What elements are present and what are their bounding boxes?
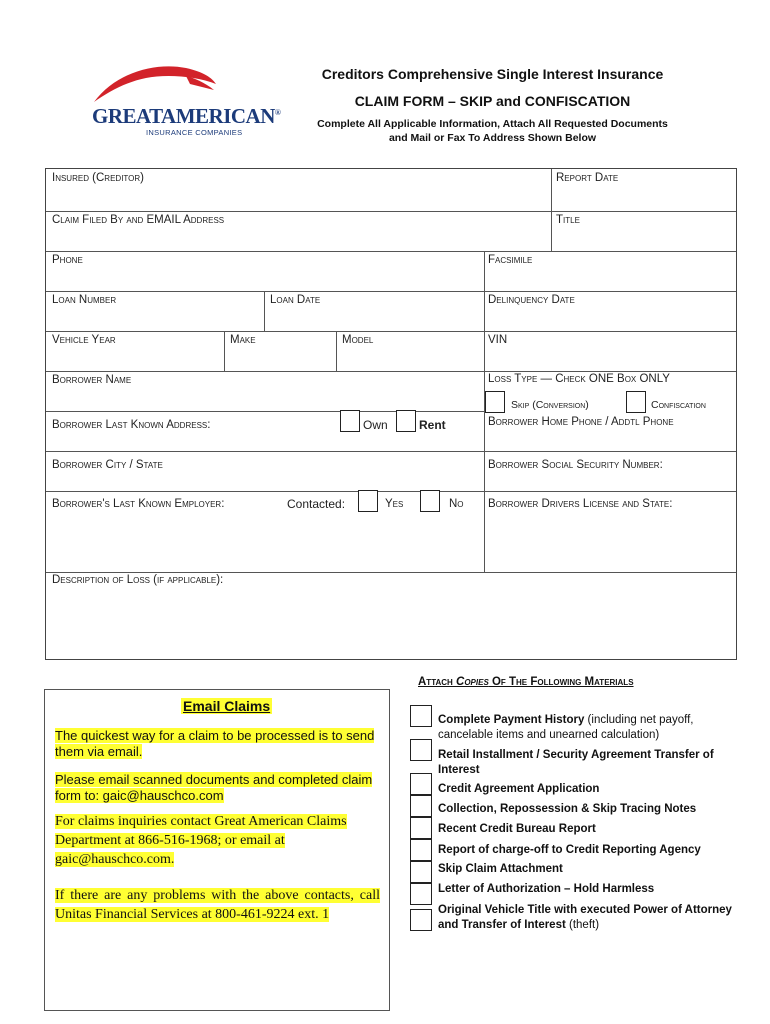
field-facsimile[interactable]: Facsimile <box>488 254 533 266</box>
form-instructions <box>290 117 695 145</box>
own-label: Own <box>363 418 388 432</box>
email-claims-paragraph-3: For claims inquiries contact Great American Claims Department at 866-516-1968; or email at gaic@hauschco.com. <box>55 814 347 867</box>
logo-subtitle: INSURANCE COMPANIES <box>146 128 243 137</box>
attach-item: Recent Credit Bureau Report <box>438 823 596 835</box>
divider <box>46 411 484 412</box>
contacted-no-label: No <box>449 498 464 510</box>
divider <box>46 371 736 372</box>
divider <box>46 572 736 573</box>
great-american-logo <box>86 62 281 142</box>
field-description-of-loss[interactable]: Description of Loss (if applicable): <box>52 574 224 586</box>
field-claim-filed-by[interactable]: Claim Filed By and EMAIL Address <box>52 214 225 226</box>
logo-wordmark: GREATAMERICAN® <box>92 104 281 128</box>
attach-checkbox[interactable] <box>410 909 432 931</box>
attach-item: Letter of Authorization – Hold Harmless <box>438 883 655 895</box>
contacted-yes-checkbox[interactable] <box>358 490 378 512</box>
form-subtitle: CLAIM FORM – SKIP and CONFISCATION <box>354 93 631 109</box>
attach-item: Report of charge-off to Credit Reporting Agency <box>438 844 701 856</box>
attach-materials-title: Attach Copies Of The Following Materials <box>418 676 634 688</box>
attach-checkbox[interactable] <box>410 705 432 727</box>
field-vin[interactable]: VIN <box>488 334 508 346</box>
attach-checkbox[interactable] <box>410 883 432 905</box>
attach-checkbox[interactable] <box>410 795 432 817</box>
attach-item: Skip Claim Attachment <box>438 863 563 875</box>
field-vehicle-year[interactable]: Vehicle Year <box>52 334 116 346</box>
field-model[interactable]: Model <box>342 334 374 346</box>
field-report-date[interactable]: Report Date <box>556 172 619 184</box>
contacted-no-checkbox[interactable] <box>420 490 440 512</box>
form-title: Creditors Comprehensive Single Interest Insurance <box>321 66 664 82</box>
divider <box>46 211 736 212</box>
own-checkbox[interactable] <box>340 410 360 432</box>
field-make[interactable]: Make <box>230 334 256 346</box>
attach-item: Collection, Repossession & Skip Tracing Notes <box>438 803 697 815</box>
attach-checkbox[interactable] <box>410 773 432 795</box>
rent-label: Rent <box>419 418 446 432</box>
field-phone[interactable]: Phone <box>52 254 83 266</box>
divider <box>46 491 736 492</box>
email-claims-title: Email Claims <box>183 698 271 714</box>
divider <box>46 291 736 292</box>
rent-checkbox[interactable] <box>396 410 416 432</box>
field-borrower-name[interactable]: Borrower Name <box>52 374 132 386</box>
attach-item: Complete Payment History (including net payoff, cancelable items and unearned calculation) <box>438 714 694 741</box>
field-insured[interactable]: Insured (Creditor) <box>52 172 144 184</box>
divider <box>46 451 736 452</box>
email-claims-paragraph-4: If there are any problems with the above contacts, call Unitas Financial Services at 800-461-9224 ext. 1 <box>55 888 380 922</box>
skip-checkbox[interactable] <box>485 391 505 413</box>
email-claims-paragraph-1: The quickest way for a claim to be processed is to send them via email. <box>55 728 375 759</box>
field-borrower-home-phone[interactable]: Borrower Home Phone / Addtl Phone <box>488 416 674 428</box>
claim-form-grid <box>45 168 737 660</box>
divider <box>224 331 225 371</box>
field-title[interactable]: Title <box>556 214 580 226</box>
field-borrower-city-state[interactable]: Borrower City / State <box>52 459 163 471</box>
attach-item: Retail Installment / Security Agreement Transfer of Interest <box>438 749 714 776</box>
field-loan-number[interactable]: Loan Number <box>52 294 117 306</box>
confiscation-label: Confiscation <box>651 399 706 411</box>
attach-checkbox[interactable] <box>410 739 432 761</box>
attach-checkbox[interactable] <box>410 839 432 861</box>
instructions-line-1: Complete All Applicable Information, Attach All Requested Documents <box>317 118 668 130</box>
contacted-label: Contacted: <box>287 497 346 511</box>
field-loan-date[interactable]: Loan Date <box>270 294 321 306</box>
confiscation-checkbox[interactable] <box>626 391 646 413</box>
attach-item: Original Vehicle Title with executed Power of Attorney and Transfer of Interest (theft) <box>438 904 732 931</box>
divider <box>46 331 736 332</box>
contacted-yes-label: Yes <box>385 498 404 510</box>
field-borrower-ssn[interactable]: Borrower Social Security Number: <box>488 459 663 471</box>
attach-checkbox[interactable] <box>410 861 432 883</box>
divider <box>336 331 337 371</box>
field-borrower-employer[interactable]: Borrower's Last Known Employer: <box>52 498 225 510</box>
email-claims-paragraph-2: Please email scanned documents and completed claim form to: gaic@hauschco.com <box>55 772 373 803</box>
field-borrower-license[interactable]: Borrower Drivers License and State: <box>488 498 673 510</box>
divider <box>264 291 265 331</box>
field-delinquency-date[interactable]: Delinquency Date <box>488 294 575 306</box>
field-borrower-address[interactable]: Borrower Last Known Address: <box>52 419 211 431</box>
loss-type-label: Loss Type — Check ONE Box ONLY <box>488 373 670 385</box>
attach-checkbox[interactable] <box>410 817 432 839</box>
instructions-line-2: and Mail or Fax To Address Shown Below <box>388 132 597 144</box>
skip-label: Skip (Conversion) <box>511 399 589 411</box>
attach-item: Credit Agreement Application <box>438 783 600 795</box>
divider <box>551 169 552 251</box>
divider <box>46 251 736 252</box>
